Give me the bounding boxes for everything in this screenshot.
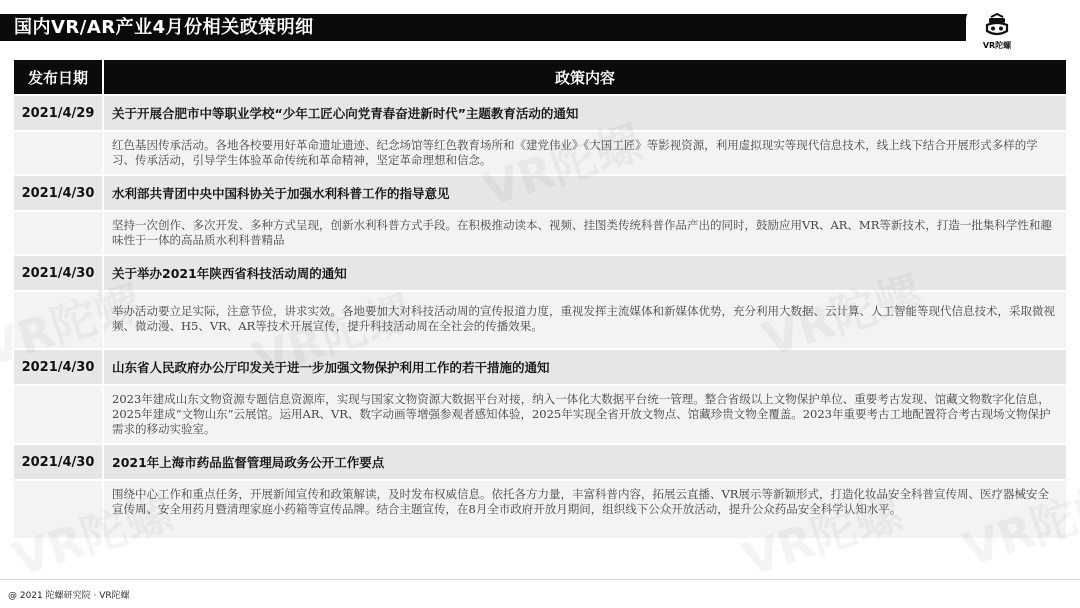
table-row bbox=[14, 350, 1066, 384]
table-row bbox=[14, 445, 1066, 479]
row-date: 2021/4/30 bbox=[14, 350, 102, 384]
vr-headset-logo-icon bbox=[984, 12, 1010, 40]
row-description: 坚持一次创作、多次开发、多种方式呈现，创新水利科普方式手段。在积极推动读本、视频、挂图类传统科普作品产出的同时，鼓励应用VR、AR、MR等新技术，打造一批集科学性和趣味性于一体的高品质水利科普精品 bbox=[104, 212, 1066, 254]
row-description: 2023年建成山东文物资源专题信息资源库，实现与国家文物资源大数据平台对接，纳入一体化大数据平台统一管理。整合省级以上文物保护单位、重要考古发现、馆藏文物数字化信息，2025年建成“文物山东”云展馆。运用AR、VR、数字动画等增强参观者感知体验，2025年实现全省开放文物点、馆藏珍贵文物全覆盖。2023年重要考古工地配置符合考古现场文物保护需求的移动实验室。 bbox=[104, 386, 1066, 443]
header-date: 发布日期 bbox=[14, 60, 102, 94]
footer-copyright: @ 2021 陀螺研究院 · VR陀螺 bbox=[8, 591, 130, 601]
row-date: 2021/4/30 bbox=[14, 176, 102, 210]
row-policy-title: 2021年上海市药品监督管理局政务公开工作要点 bbox=[104, 445, 1066, 479]
table-row-detail bbox=[14, 386, 1066, 443]
row-description: 围绕中心工作和重点任务，开展新闻宣传和政策解读，及时发布权威信息。依托各方力量，丰富科普内容，拓展云直播、VR展示等新颖形式，打造化妆品安全科普宣传周、医疗器械安全宣传周、安全用药月暨清理家庭小药箱等宣传品牌。结合主题宣传，在8月全市政府开放月期间，组织线下公众开放活动，提升公众药品安全科学认知水平。 bbox=[104, 481, 1066, 538]
row-policy-title: 山东省人民政府办公厅印发关于进一步加强文物保护利用工作的若干措施的通知 bbox=[104, 350, 1066, 384]
table-row-detail bbox=[14, 132, 1066, 174]
row-description: 红色基因传承活动。各地各校要用好革命遗址遗迹、纪念场馆等红色教育场所和《建党伟业》《大国工匠》等影视资源，利用虚拟现实等现代信息技术，线上线下结合开展形式多样的学习、传承活动，引导学生体验革命传统和革命精神，坚定革命理想和信念。 bbox=[104, 132, 1066, 174]
footer-divider bbox=[0, 579, 1080, 580]
row-date: 2021/4/30 bbox=[14, 256, 102, 290]
table-row-detail bbox=[14, 292, 1066, 348]
policy-table bbox=[14, 60, 1066, 538]
row-date-blank bbox=[14, 212, 102, 254]
table-row-detail bbox=[14, 212, 1066, 254]
page-title: 国内VR/AR产业4月份相关政策明细 bbox=[0, 14, 1012, 41]
table-header bbox=[14, 60, 1066, 94]
row-date-blank bbox=[14, 481, 102, 538]
table-row-detail bbox=[14, 481, 1066, 538]
row-date-blank bbox=[14, 386, 102, 443]
row-policy-title: 关于开展合肥市中等职业学校“少年工匠心向党青春奋进新时代”主题教育活动的通知 bbox=[104, 96, 1066, 130]
row-date: 2021/4/30 bbox=[14, 445, 102, 479]
row-date: 2021/4/29 bbox=[14, 96, 102, 130]
row-date-blank bbox=[14, 132, 102, 174]
logo-text: VR陀螺 bbox=[982, 41, 1012, 50]
table-row bbox=[14, 176, 1066, 210]
row-date-blank bbox=[14, 292, 102, 348]
row-description: 举办活动要立足实际，注意节俭，讲求实效。各地要加大对科技活动周的宣传报道力度，重视发挥主流媒体和新媒体优势，充分利用大数据、云计算、人工智能等现代信息技术，采取微视频、微动漫、H5、VR、AR等技术开展宣传，提升科技活动周在全社会的传播效果。 bbox=[104, 292, 1066, 348]
brand-logo bbox=[966, 6, 1028, 56]
table-row bbox=[14, 96, 1066, 130]
row-policy-title: 水利部共青团中央中国科协关于加强水利科普工作的指导意见 bbox=[104, 176, 1066, 210]
table-row bbox=[14, 256, 1066, 290]
row-policy-title: 关于举办2021年陕西省科技活动周的通知 bbox=[104, 256, 1066, 290]
header-content: 政策内容 bbox=[104, 60, 1066, 94]
